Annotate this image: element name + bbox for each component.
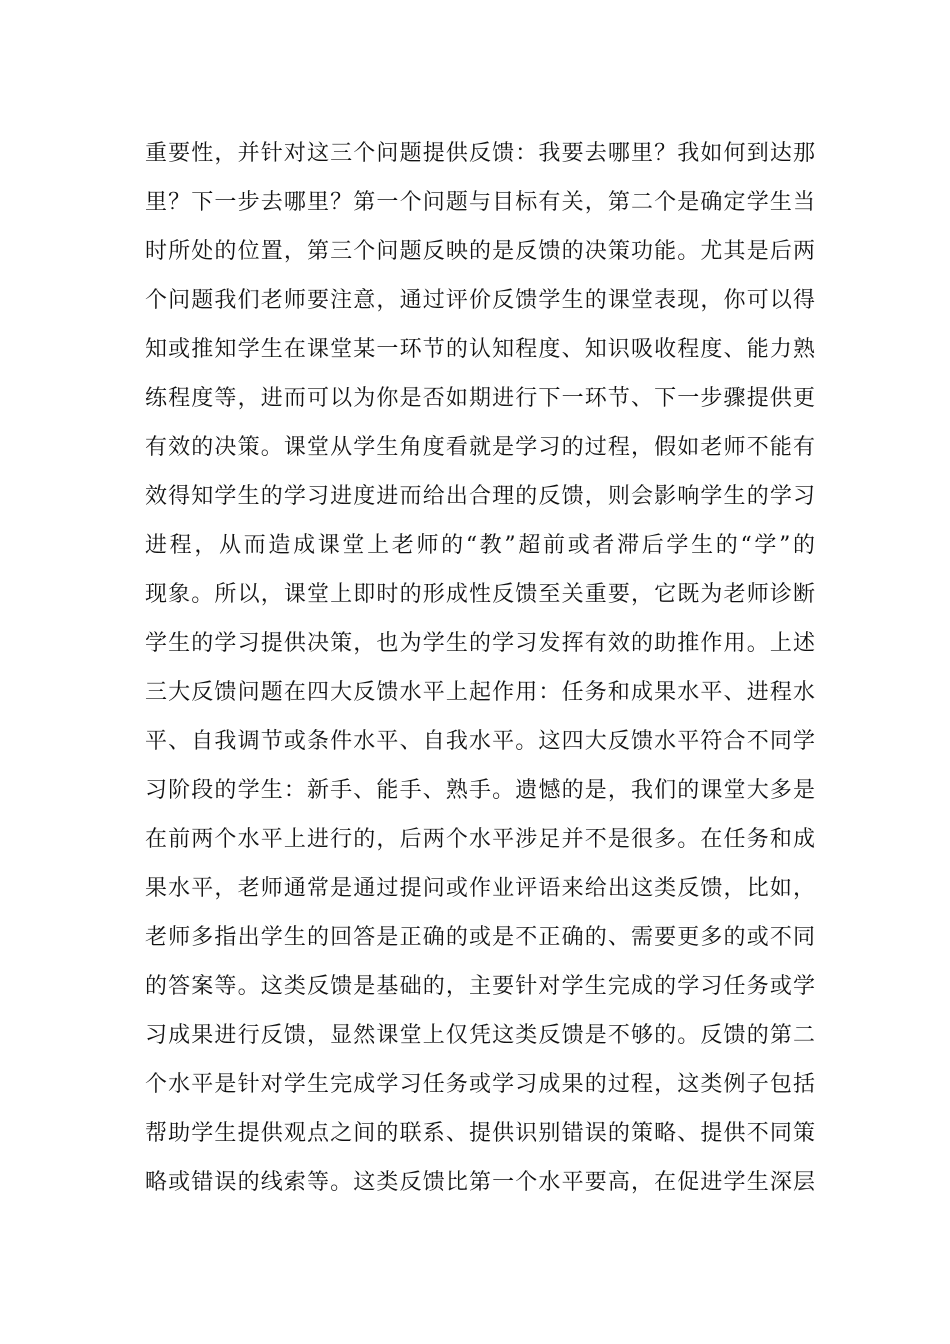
text-line: 老师多指出学生的回答是正确的或是不正确的、需要更多的或不同 <box>145 925 815 950</box>
text-line: 平、自我调节或条件水平、自我水平。这四大反馈水平符合不同学 <box>145 729 815 754</box>
text-line: 时所处的位置，第三个问题反映的是反馈的决策功能。尤其是后两 <box>145 239 815 264</box>
text-line: 里？下一步去哪里？第一个问题与目标有关，第二个是确定学生当 <box>145 190 815 215</box>
text-line: 进程，从而造成课堂上老师的“教”超前或者滞后学生的“学”的 <box>145 533 815 558</box>
text-line: 练程度等，进而可以为你是否如期进行下一环节、下一步骤提供更 <box>145 386 815 411</box>
text-line: 重要性，并针对这三个问题提供反馈：我要去哪里？我如何到达那 <box>145 141 815 166</box>
text-line: 有效的决策。课堂从学生角度看就是学习的过程，假如老师不能有 <box>145 435 815 460</box>
text-line: 帮助学生提供观点之间的联系、提供识别错误的策略、提供不同策 <box>145 1121 815 1146</box>
text-line: 略或错误的线索等。这类反馈比第一个水平要高，在促进学生深层 <box>145 1170 815 1195</box>
text-line: 个水平是针对学生完成学习任务或学习成果的过程，这类例子包括 <box>145 1072 815 1097</box>
text-line: 习阶段的学生：新手、能手、熟手。遗憾的是，我们的课堂大多是 <box>145 778 815 803</box>
text-line: 学生的学习提供决策，也为学生的学习发挥有效的助推作用。上述 <box>145 631 815 656</box>
text-line: 个问题我们老师要注意，通过评价反馈学生的课堂表现，你可以得 <box>145 288 815 313</box>
text-line: 现象。所以，课堂上即时的形成性反馈至关重要，它既为老师诊断 <box>145 582 815 607</box>
text-line: 果水平，老师通常是通过提问或作业评语来给出这类反馈，比如， <box>145 876 815 901</box>
text-line: 习成果进行反馈，显然课堂上仅凭这类反馈是不够的。反馈的第二 <box>145 1023 815 1048</box>
text-line: 在前两个水平上进行的，后两个水平涉足并不是很多。在任务和成 <box>145 827 815 852</box>
text-line: 效得知学生的学习进度进而给出合理的反馈，则会影响学生的学习 <box>145 484 815 509</box>
text-line: 知或推知学生在课堂某一环节的认知程度、知识吸收程度、能力熟 <box>145 337 815 362</box>
text-line: 三大反馈问题在四大反馈水平上起作用：任务和成果水平、进程水 <box>145 680 815 705</box>
body-paragraph <box>145 129 815 1207</box>
text-line: 的答案等。这类反馈是基础的，主要针对学生完成的学习任务或学 <box>145 974 815 999</box>
